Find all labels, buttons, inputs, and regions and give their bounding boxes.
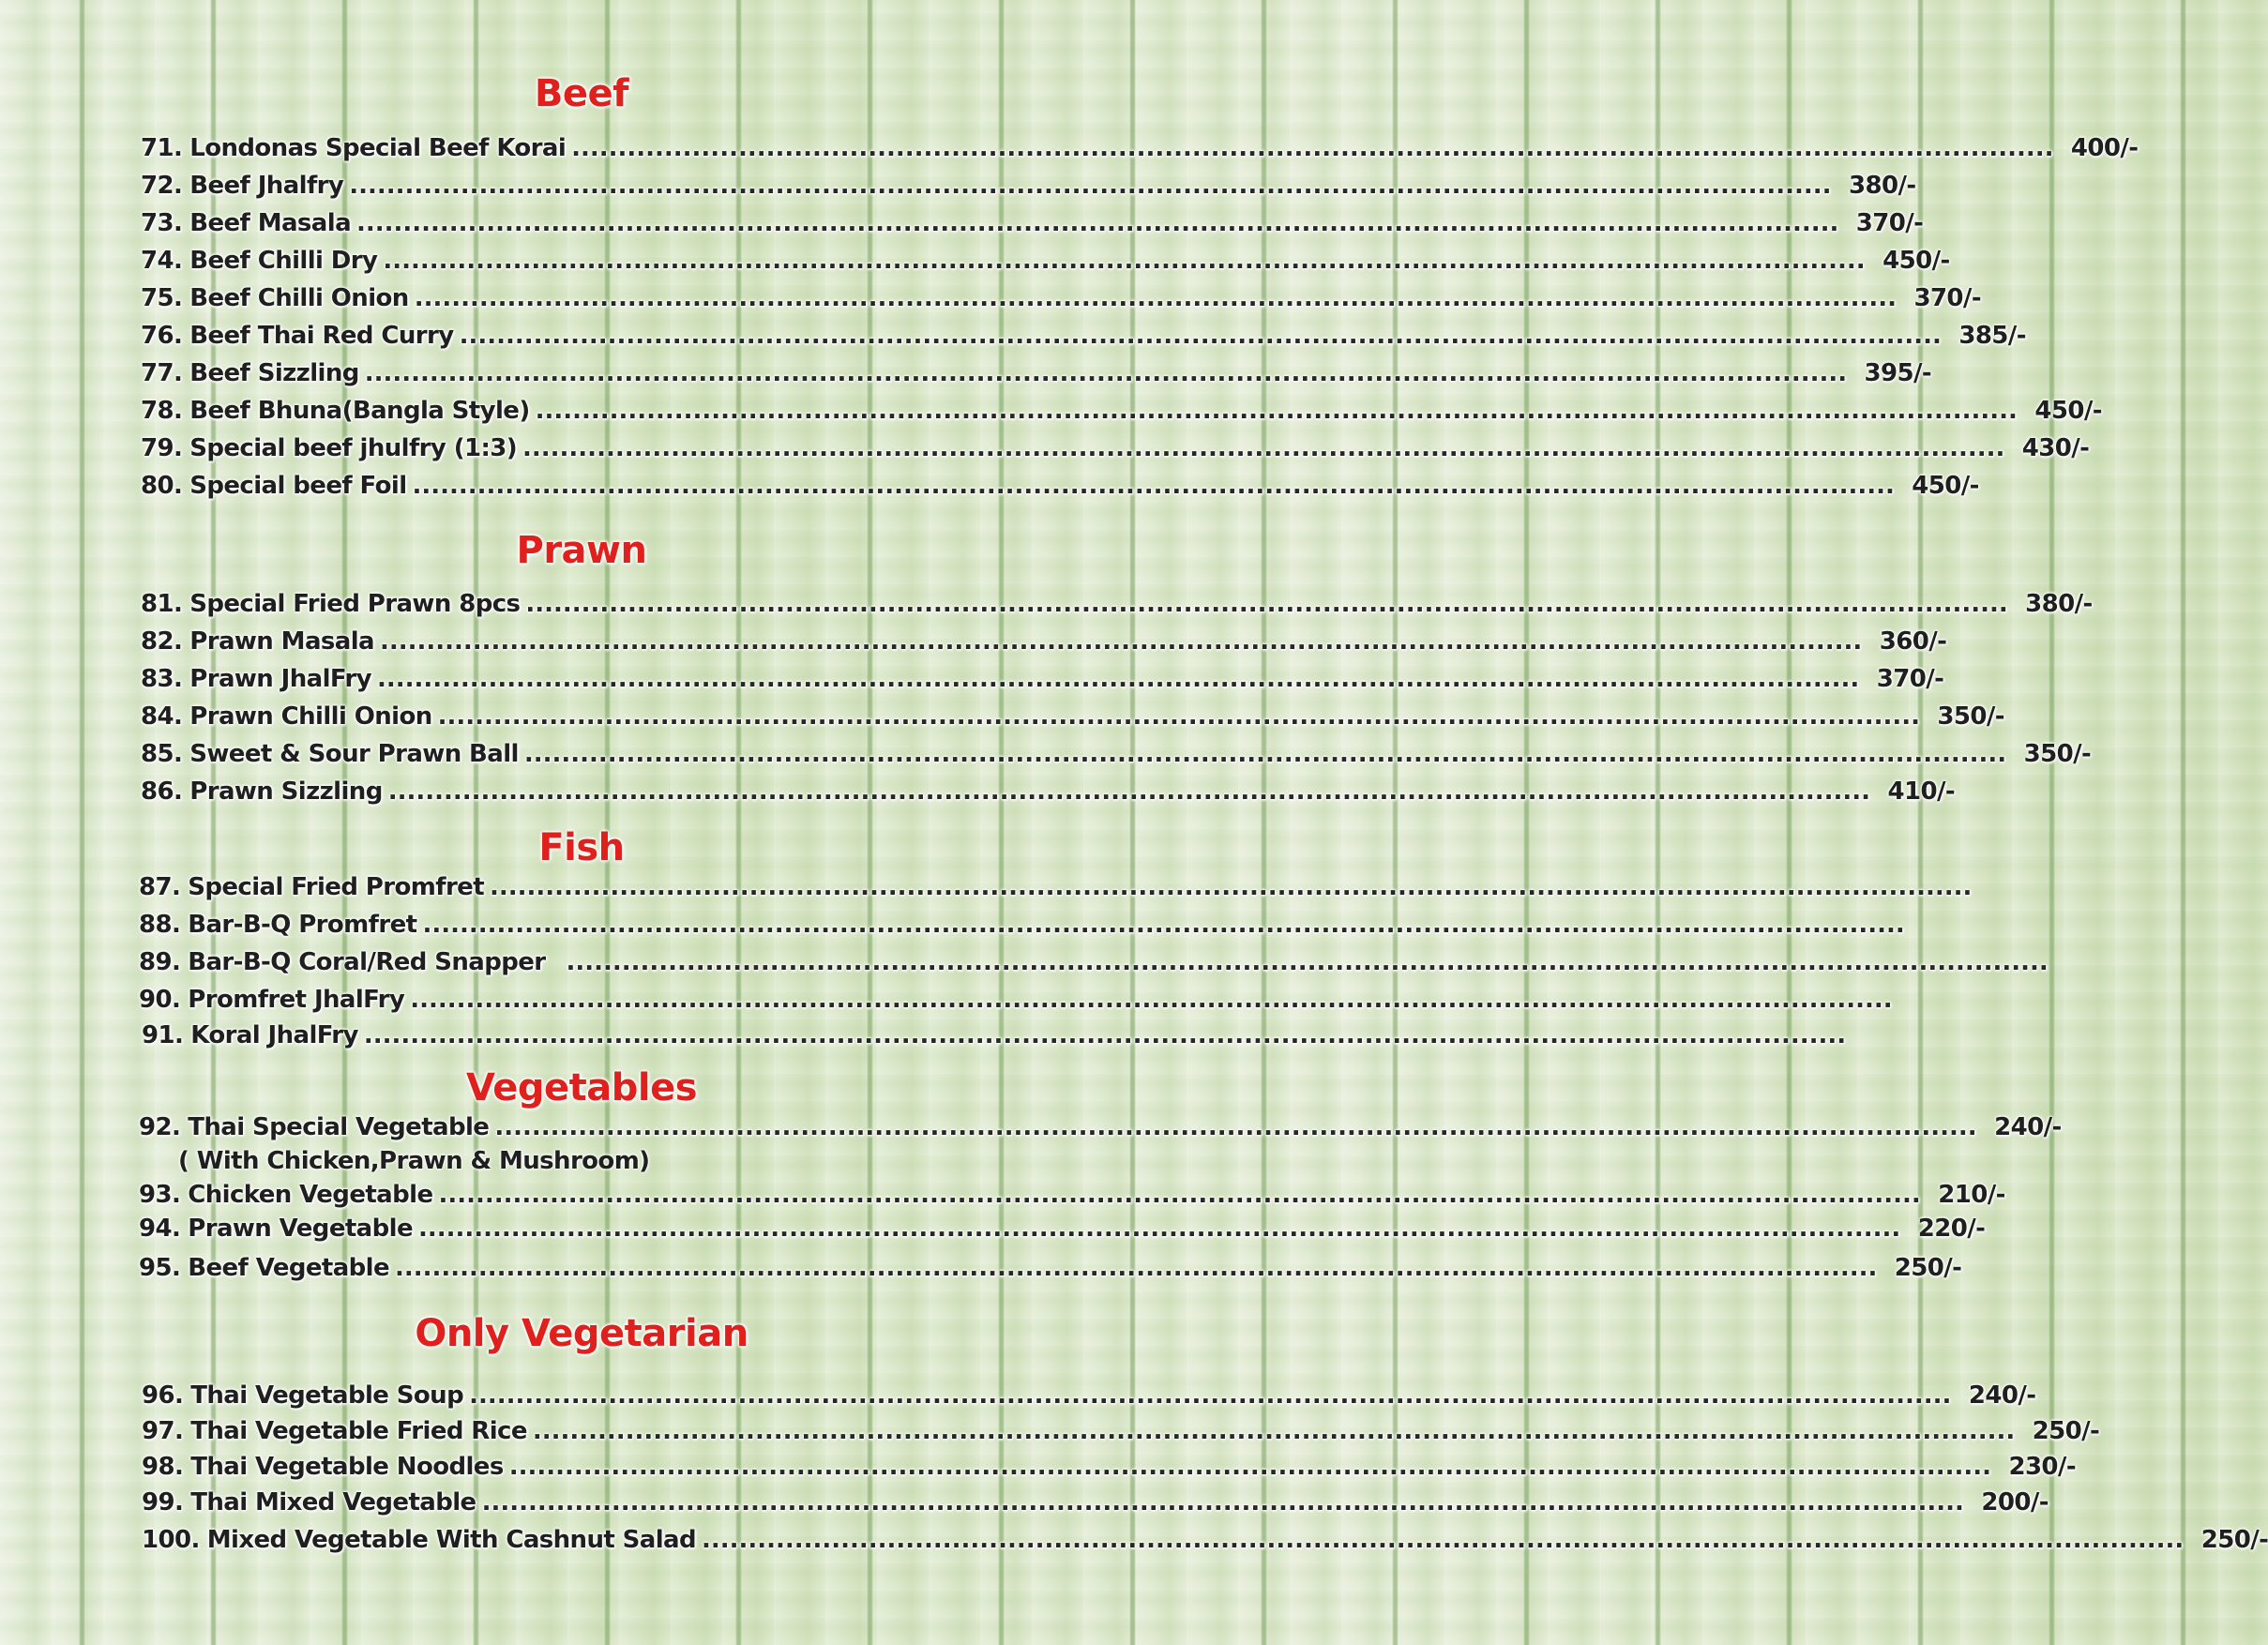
item-number: 93. <box>139 1181 181 1209</box>
dot-leader: ................................................................................................................................................................ <box>481 1488 1964 1517</box>
item-number: 89. <box>139 948 181 976</box>
dot-leader: ................................................................................................................................................................ <box>494 1113 1977 1141</box>
menu-item-88 <box>139 908 1905 942</box>
menu-item-75 <box>141 281 1982 315</box>
item-number: 76. <box>141 322 183 350</box>
item-number: 73. <box>141 209 183 237</box>
item-name: Special beef jhulfry (1:3) <box>189 434 518 462</box>
dot-leader: ................................................................................................................................................................ <box>437 702 1920 731</box>
item-number: 78. <box>141 397 183 425</box>
item-name: Bar-B-Q Coral/Red Snapper <box>188 948 546 976</box>
item-number: 82. <box>141 627 183 656</box>
item-name: Londonas Special Beef Korai <box>189 134 567 162</box>
item-name: Thai Special Vegetable <box>188 1113 490 1141</box>
item-number: 71. <box>141 134 183 162</box>
item-price: 350/- <box>2023 740 2092 768</box>
item-name: Thai Vegetable Soup <box>190 1381 464 1410</box>
dot-leader: ................................................................................................................................................................ <box>356 209 1839 237</box>
item-number: 80. <box>141 472 183 500</box>
item-name: Bar-B-Q Promfret <box>188 911 417 939</box>
item-name: Koral JhalFry <box>190 1021 358 1049</box>
menu-item-98 <box>142 1450 2077 1484</box>
item-price: 360/- <box>1879 627 1947 656</box>
dot-leader: ................................................................................................................................................................ <box>522 434 2005 462</box>
item-number: 77. <box>141 359 183 387</box>
dot-leader: ................................................................................................................................................................ <box>525 590 2008 618</box>
item-price: 370/- <box>1855 209 1924 237</box>
dot-leader: ................................................................................................................................................................ <box>459 322 1942 350</box>
menu-item-89 <box>139 945 2049 979</box>
menu-item-80 <box>141 469 1979 503</box>
item-name: Thai Mixed Vegetable <box>190 1488 476 1517</box>
dot-leader: ................................................................................................................................................................ <box>490 873 1973 901</box>
dot-leader: ................................................................................................................................................................ <box>417 1215 1901 1243</box>
dot-leader: ................................................................................................................................................................ <box>469 1381 1952 1410</box>
item-price: 370/- <box>1876 665 1944 693</box>
menu-item-92 <box>139 1110 2062 1144</box>
menu-item-94 <box>139 1212 1986 1245</box>
item-number: 94. <box>139 1215 181 1243</box>
item-name: Prawn Masala <box>189 627 374 656</box>
item-price: 385/- <box>1958 322 2026 350</box>
item-number: 92. <box>139 1113 181 1141</box>
item-number: 85. <box>141 740 183 768</box>
item-number: 84. <box>141 702 183 731</box>
item-price: 240/- <box>1968 1381 2036 1410</box>
item-price: 220/- <box>1917 1215 1986 1243</box>
menu-item-90 <box>139 983 1893 1017</box>
item-name: Mixed Vegetable With Cashnut Salad <box>206 1526 696 1554</box>
menu-item-77 <box>141 356 1932 390</box>
menu-item-86 <box>141 775 1956 808</box>
item-number: 81. <box>141 590 183 618</box>
item-number: 90. <box>139 986 181 1014</box>
item-price: 250/- <box>2200 1526 2268 1554</box>
dot-leader: ................................................................................................................................................................ <box>349 172 1832 200</box>
item-price: 210/- <box>1938 1181 2005 1209</box>
menu-item-93 <box>139 1178 2005 1212</box>
item-name: Chicken Vegetable <box>188 1181 433 1209</box>
item-name: Beef Sizzling <box>189 359 359 387</box>
item-name: Beef Vegetable <box>188 1254 390 1282</box>
dot-leader: ................................................................................................................................................................ <box>438 1181 1921 1209</box>
menu-item-79 <box>141 431 2090 465</box>
dot-leader: ................................................................................................................................................................ <box>414 284 1898 312</box>
item-number: 87. <box>139 873 181 901</box>
menu-item-99 <box>142 1486 2049 1519</box>
item-name: Prawn Sizzling <box>189 777 383 806</box>
item-name: Prawn Chilli Onion <box>189 702 432 731</box>
dot-leader: ................................................................................................................................................................ <box>379 627 1863 656</box>
menu-item-91 <box>142 1019 1847 1052</box>
menu-item-95 <box>139 1251 1962 1285</box>
item-number: 83. <box>141 665 183 693</box>
item-price: 395/- <box>1864 359 1932 387</box>
item-number: 74. <box>141 247 183 275</box>
item-name: Promfret JhalFry <box>188 986 405 1014</box>
section-title-vegetables: Vegetables <box>465 1066 698 1109</box>
section-title-only-vegetarian: Only Vegetarian <box>415 1312 748 1355</box>
item-number: 96. <box>142 1381 184 1410</box>
item-number: 86. <box>141 777 183 806</box>
dot-leader: ................................................................................................................................................................ <box>376 665 1860 693</box>
dot-leader: ................................................................................................................................................................ <box>395 1254 1878 1282</box>
dot-leader: ................................................................................................................................................................ <box>363 1021 1847 1049</box>
menu-item-97 <box>142 1414 2100 1448</box>
item-price: 450/- <box>1912 472 1979 500</box>
menu-item-82 <box>141 625 1947 658</box>
item-price: 200/- <box>1981 1488 2049 1517</box>
item-number: 91. <box>142 1021 184 1049</box>
item-number: 95. <box>139 1254 181 1282</box>
item-price: 250/- <box>2032 1417 2100 1445</box>
dot-leader: ................................................................................................................................................................ <box>383 247 1866 275</box>
item-number: 88. <box>139 911 181 939</box>
item-price: 450/- <box>1882 247 1950 275</box>
menu-item-83 <box>141 662 1944 696</box>
dot-leader: ................................................................................................................................................................ <box>364 359 1848 387</box>
item-name: Beef Thai Red Curry <box>189 322 454 350</box>
dot-leader: ................................................................................................................................................................ <box>410 986 1893 1014</box>
item-price: 240/- <box>1994 1113 2062 1141</box>
menu-item-96 <box>142 1379 2036 1412</box>
item-price: 250/- <box>1894 1254 1962 1282</box>
menu-item-87 <box>139 870 1973 904</box>
item-price: 350/- <box>1937 702 2004 731</box>
item-name: Special Fried Prawn 8pcs <box>189 590 521 618</box>
item-price: 410/- <box>1887 777 1956 806</box>
item-name: Prawn JhalFry <box>189 665 371 693</box>
dot-leader: ................................................................................................................................................................ <box>508 1453 1992 1481</box>
item-name: Sweet & Sour Prawn Ball <box>189 740 519 768</box>
dot-leader: ................................................................................................................................................................ <box>387 777 1871 806</box>
item-number: 75. <box>141 284 183 312</box>
item-name: Beef Chilli Onion <box>189 284 409 312</box>
menu-item-85 <box>141 737 2092 771</box>
item-number: 97. <box>142 1417 184 1445</box>
dot-leader: ................................................................................................................................................................ <box>571 134 2054 162</box>
item-price: 370/- <box>1913 284 1982 312</box>
item-number: 100. <box>142 1526 200 1554</box>
item-name: Thai Vegetable Noodles <box>190 1453 504 1481</box>
dot-leader: ................................................................................................................................................................ <box>532 1417 2016 1445</box>
item-name: Beef Masala <box>189 209 352 237</box>
item-name: Special beef Foil <box>189 472 407 500</box>
dot-leader: ................................................................................................................................................................ <box>412 472 1895 500</box>
menu-item-71 <box>141 131 2139 165</box>
item-price: 380/- <box>1849 172 1916 200</box>
item-price: 400/- <box>2070 134 2139 162</box>
menu-item-78 <box>141 394 2102 428</box>
menu-item-81 <box>141 587 2093 621</box>
menu-item-84 <box>141 700 2004 733</box>
menu-item-72 <box>141 169 1916 203</box>
item-92-note: ( With Chicken,Prawn & Mushroom) <box>178 1147 650 1175</box>
item-price: 230/- <box>2008 1453 2077 1481</box>
dot-leader: ................................................................................................................................................................ <box>535 397 2018 425</box>
dot-leader: ................................................................................................................................................................ <box>702 1526 2185 1554</box>
item-price: 380/- <box>2025 590 2093 618</box>
menu-item-73 <box>141 206 1924 240</box>
dot-leader: ................................................................................................................................................................ <box>422 911 1905 939</box>
item-price: 430/- <box>2021 434 2090 462</box>
item-name: Beef Jhalfry <box>189 172 344 200</box>
item-number: 98. <box>142 1453 184 1481</box>
item-name: Thai Vegetable Fried Rice <box>190 1417 527 1445</box>
item-name: Prawn Vegetable <box>188 1215 413 1243</box>
dot-leader: ................................................................................................................................................................ <box>523 740 2007 768</box>
menu-item-76 <box>141 319 2026 353</box>
item-name: Beef Chilli Dry <box>189 247 378 275</box>
item-name: Beef Bhuna(Bangla Style) <box>189 397 530 425</box>
item-price: 450/- <box>2034 397 2102 425</box>
item-name: Special Fried Promfret <box>188 873 485 901</box>
section-title-fish: Fish <box>538 826 625 869</box>
section-title-prawn: Prawn <box>516 529 647 572</box>
section-title-beef: Beef <box>534 72 629 115</box>
menu-item-74 <box>141 244 1950 278</box>
menu-item-100 <box>142 1523 2268 1557</box>
dot-leader: ................................................................................................................................................................ <box>566 948 2049 976</box>
item-number: 79. <box>141 434 183 462</box>
item-number: 72. <box>141 172 183 200</box>
item-number: 99. <box>142 1488 184 1517</box>
